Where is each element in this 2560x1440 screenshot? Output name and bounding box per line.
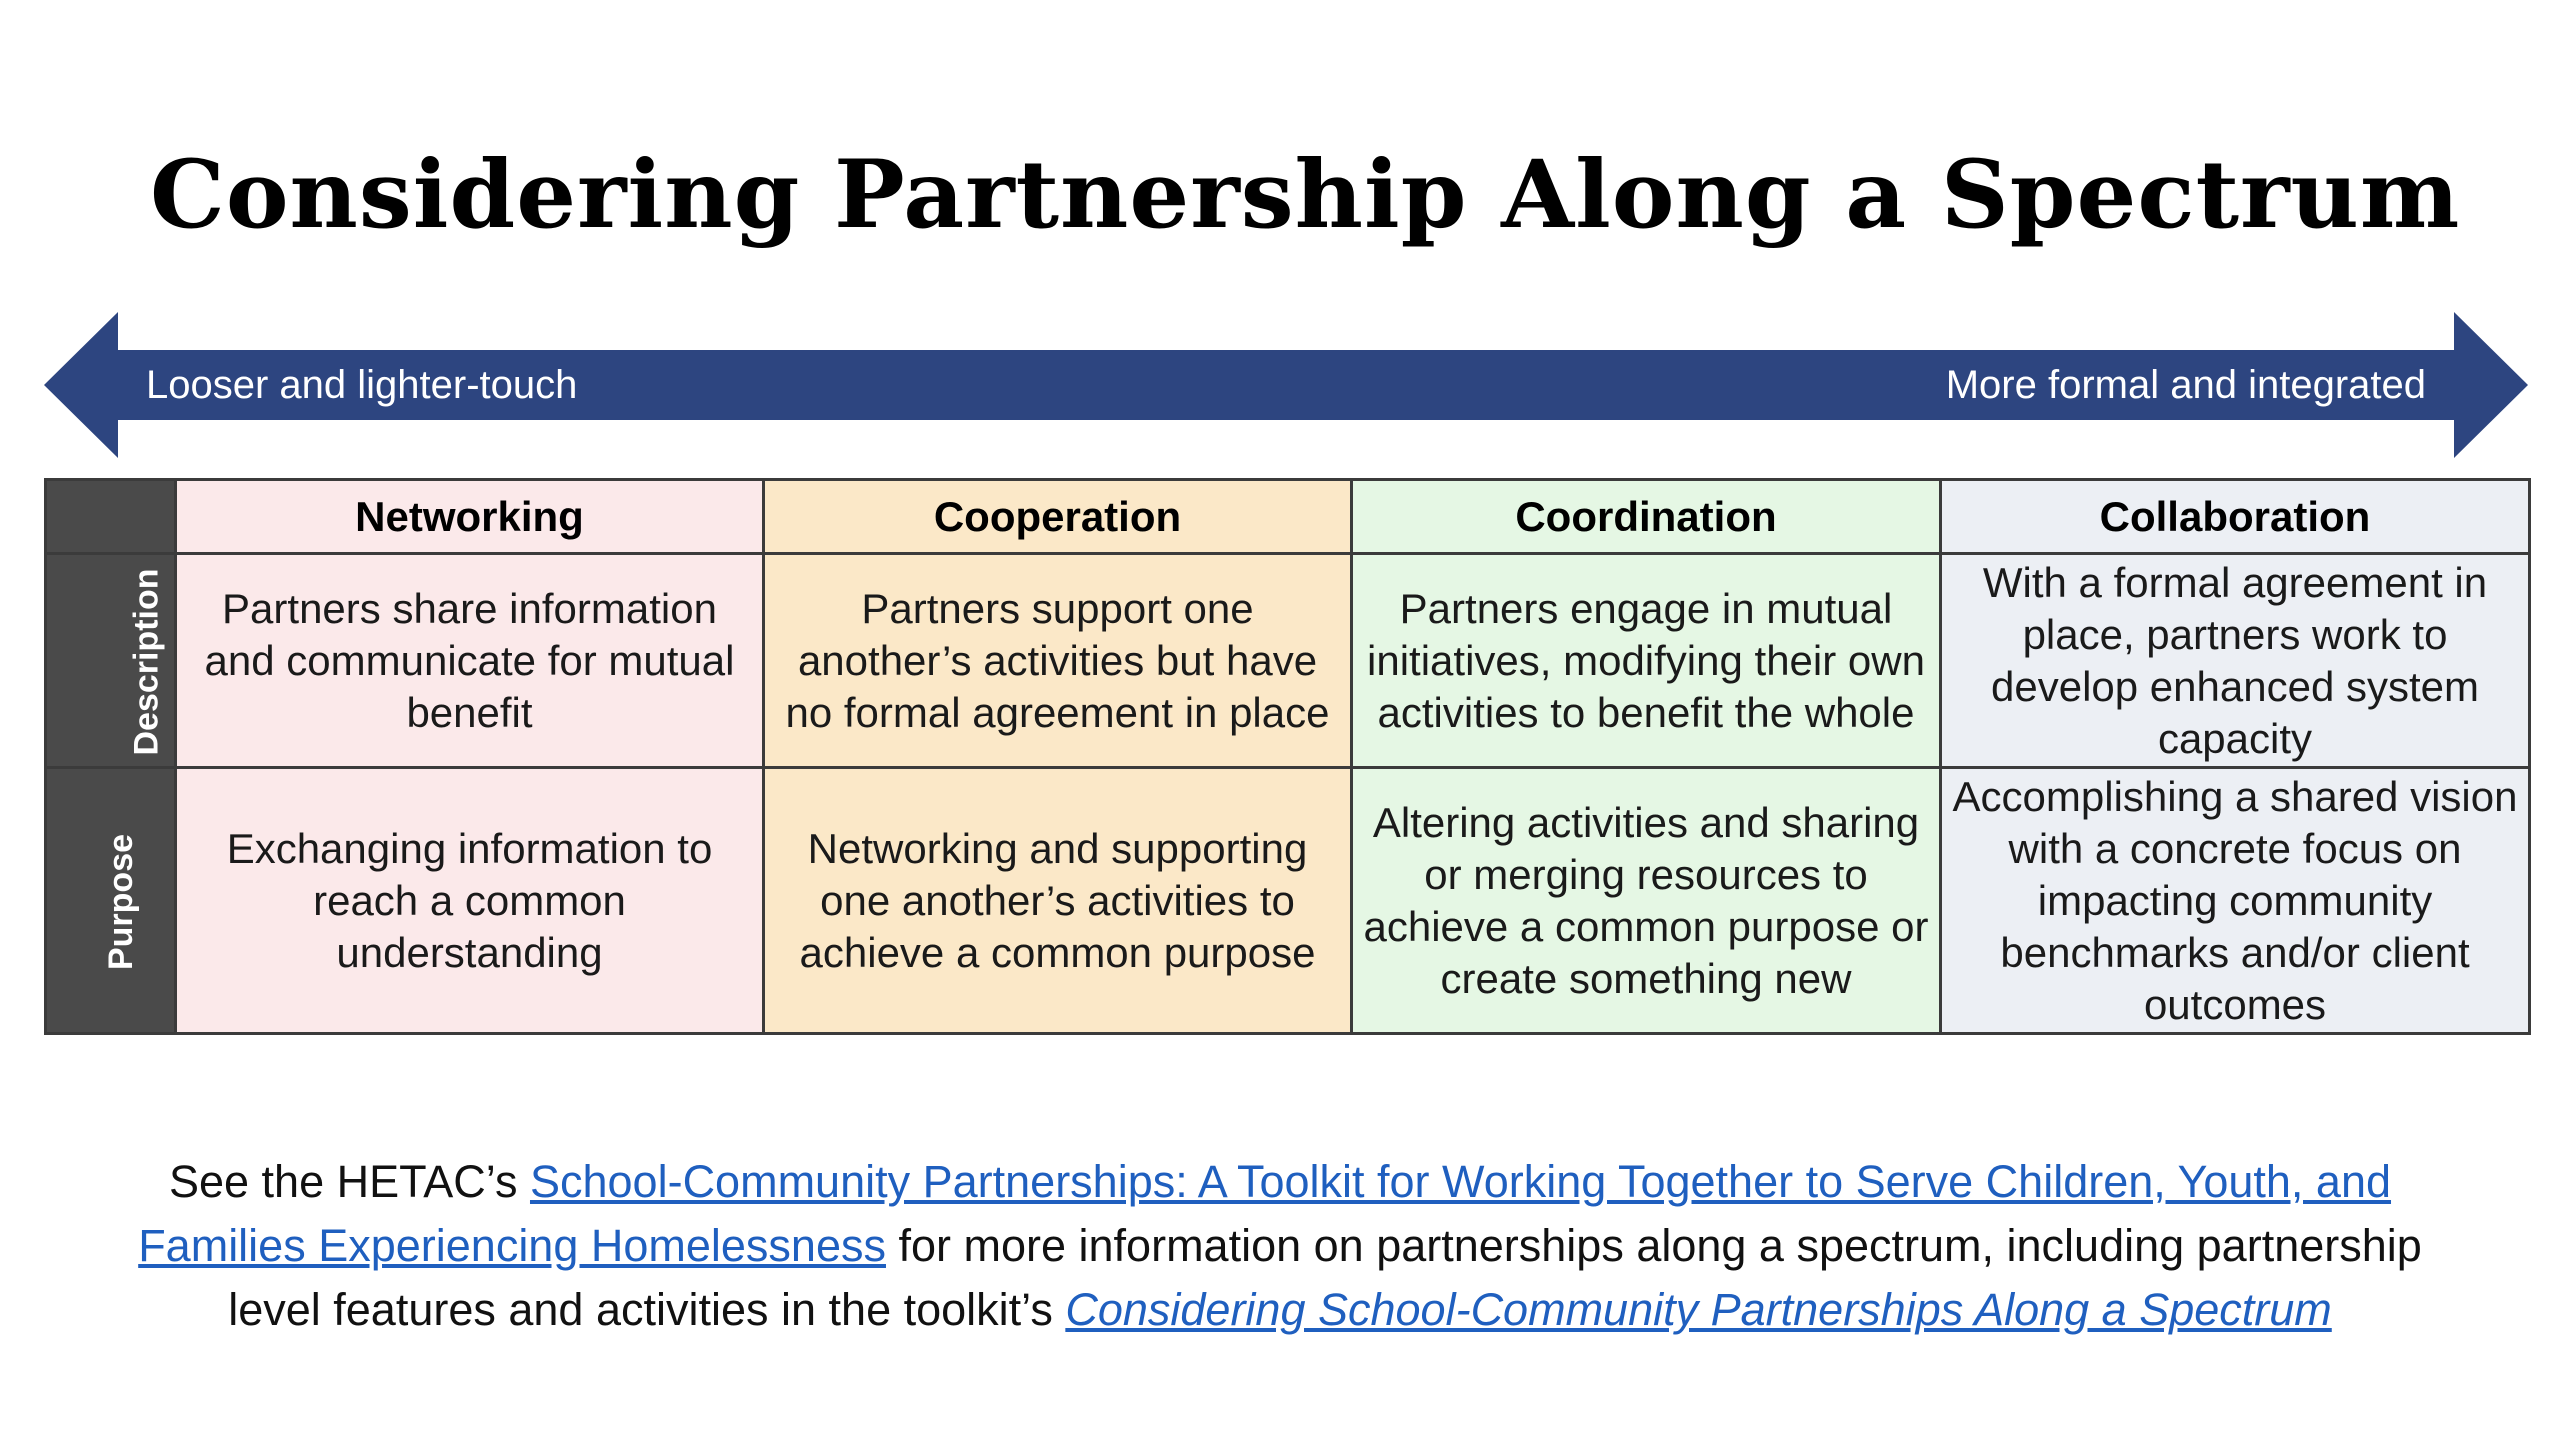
footer-note: [120, 1150, 2440, 1342]
column-header-collaboration: Collaboration: [1941, 480, 2530, 554]
cell-purpose-cooperation: Networking and supporting one another’s activities to achieve a common purpose: [764, 768, 1352, 1034]
spectrum-resource-link[interactable]: Considering School-Community Partnerships Along a Spectrum: [1065, 1284, 2332, 1335]
row-label-description: Description: [127, 568, 166, 756]
column-header-networking: Networking: [176, 480, 764, 554]
arrow-label-left: Looser and lighter-touch: [146, 363, 578, 407]
toolkit-link[interactable]: School-Community Partnerships: A Toolkit for Working Together to Serve Children, Youth, and Families Experiencing Homelessness: [138, 1156, 2392, 1271]
cell-description-cooperation: Partners support one another’s activities but have no formal agreement in place: [764, 554, 1352, 768]
cell-purpose-networking: Exchanging information to reach a common understanding: [176, 768, 764, 1034]
row-header-purpose: [46, 768, 176, 1034]
footer-text-intro: See the HETAC’s: [168, 1156, 530, 1207]
table-header-row: [46, 480, 2530, 554]
table-row-purpose: [46, 768, 2530, 1034]
column-header-coordination: Coordination: [1352, 480, 1941, 554]
arrow-label-right: More formal and integrated: [1945, 363, 2426, 407]
column-header-cooperation: Cooperation: [764, 480, 1352, 554]
table-row-description: [46, 554, 2530, 768]
cell-description-coordination: Partners engage in mutual initiatives, modifying their own activities to benefit the whole: [1352, 554, 1941, 768]
cell-description-networking: Partners share information and communicate for mutual benefit: [176, 554, 764, 768]
cell-description-collaboration: With a formal agreement in place, partners work to develop enhanced system capacity: [1941, 554, 2530, 768]
page-title: Considering Partnership Along a Spectrum: [150, 140, 2461, 250]
cell-purpose-collaboration: Accomplishing a shared vision with a concrete focus on impacting community benchmarks and/or client outcomes: [1941, 768, 2530, 1034]
spectrum-arrow: [44, 312, 2528, 458]
row-label-purpose: Purpose: [102, 833, 141, 971]
cell-purpose-coordination: Altering activities and sharing or merging resources to achieve a common purpose or create something new: [1352, 768, 1941, 1034]
partnership-spectrum-table: [44, 478, 2531, 1035]
table-corner: [46, 480, 176, 554]
row-header-description: [46, 554, 176, 768]
footer-text-middle: for more information on partnerships along a spectrum, including partnership level features and activities in the toolkit’s: [228, 1220, 2422, 1335]
